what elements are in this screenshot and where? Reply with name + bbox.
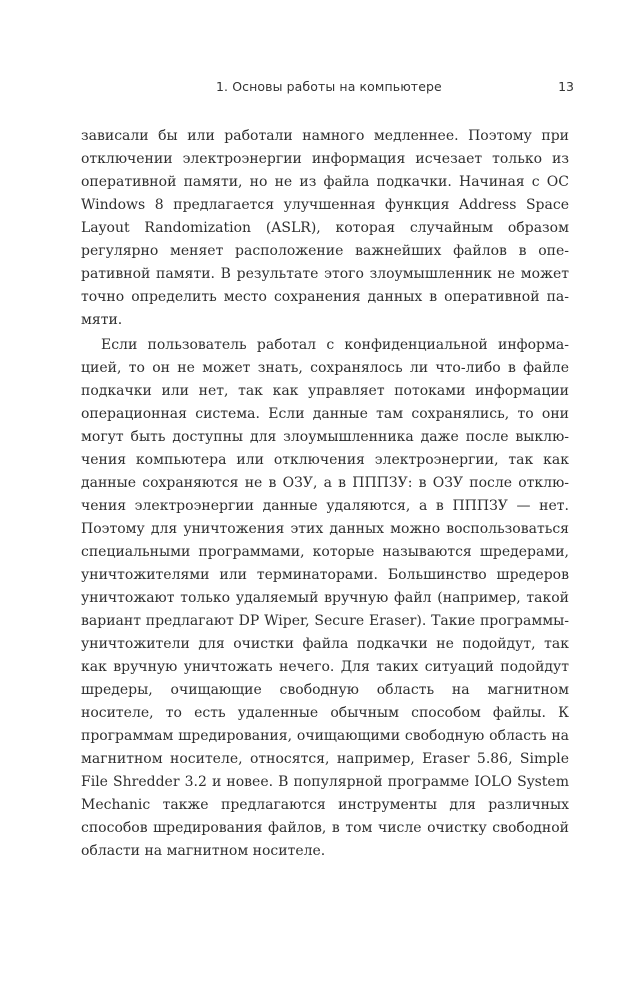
page-number: 13 (558, 79, 574, 94)
paragraph: зависали бы или работали намного медленнее. Поэтому при отключении электроэнергии информация исчезает только из оперативной памяти, но не из файла подкачки. Начиная с ОС Windows 8 предлагается улучшенная функция Address Space Layout Randomization (ASLR), которая случайным образом регулярно меняет расположение важнейших файлов в оперативной памяти. В результате этого злоумышленник не может точно определить место сохранения данных в оперативной памяти. (81, 128, 569, 328)
body-text (81, 125, 569, 863)
paragraph: Если пользователь работал с конфиденциальной информацией, то он не может знать, сохранялось ли что-либо в файле подкачки или нет, так как управляет потоками информации операционная система. Если данные там сохранялись, то они могут быть доступны для злоумышленника даже после выключения компьютера или отключения электроэнергии, так как данные сохраняются не в ОЗУ, а в ПППЗУ: в ОЗУ после отключения электроэнергии данные удаляются, а в ПППЗУ — нет. Поэтому для уничтожения этих данных можно воспользоваться специальными программами, которые называются шредерами, уничтожителями или терминаторами. Большинство шредеров уничтожают только удаляемый вручную файл (например, такой вариант предлагают DP Wiper, Secure Eraser). Такие программы-уничтожители для очистки файла подкачки не подойдут, так как вручную уничтожать нечего. Для таких ситуаций подойдут шредеры, очищающие свободную область на магнитном носителе, то есть удаленные обычным способом файлы. К программам шредирования, очищающими свободную область на магнитном носителе, относятся, например, Eraser 5.86, Simple File Shredder 3.2 и новее. В популярной программе IOLO System Mechanic также предлагаются инструменты для различных способов шредирования файлов, в том числе очистку свободной области на магнитном носителе. (81, 337, 569, 859)
running-header: 1. Основы работы на компьютере (216, 79, 442, 94)
